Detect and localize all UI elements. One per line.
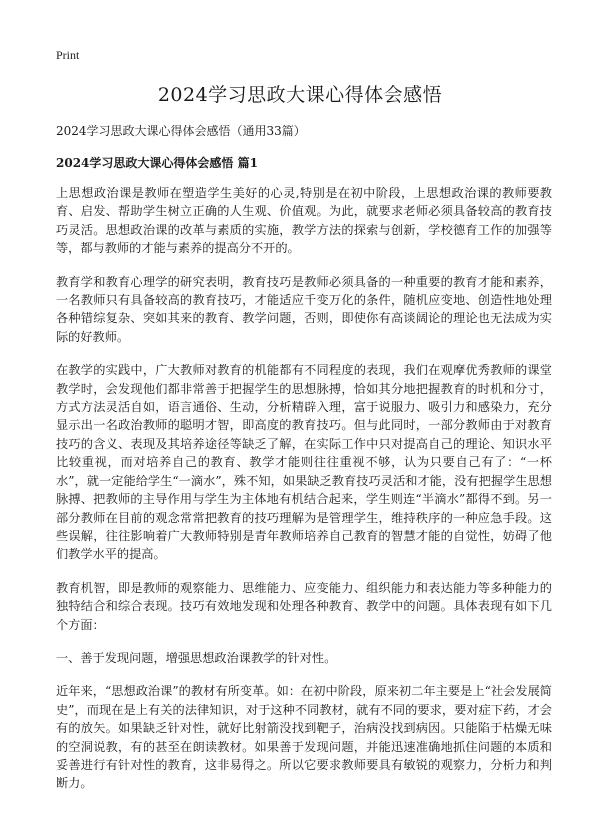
paragraph: 教育学和教育心理学的研究表明，教育技巧是教师必须具备的一种重要的教育才能和素养，一名教师只有具备较高的教育技巧，才能适应千变万化的条件，随机应变地、创造性地处理各种错综复杂、突如其来的教育、教学问题，否则，即使你有高谈阔论的理论也无法成为实际的好教师。 [56,274,552,344]
section-heading: 2024学习思政大课心得体会感悟 篇1 [56,156,258,170]
document-subtitle: 2024学习思政大课心得体会感悟（通用33篇） [56,124,306,138]
paragraph: 在教学的实践中，广大教师对教育的机能都有不同程度的表现，我们在观摩优秀教师的课堂教学时，会发现他们都非常善于把握学生的思想脉搏，恰如其分地把握教育的时机和分寸，方式方法灵活自如，语言通俗、生动，分析精辟入理，富于说服力、吸引力和感染力，充分显示出一名政治教师的聪明才智，即高度的教育技巧。但与此同时，一部分教师由于对教育技巧的含义、表现及其培养途径等缺乏了解，在实际工作中只对提高自己的理论、知识水平比较重视，而对培养自己的教育、教学才能则往往重视不够，认为只要自己有了：“一杯水”，就一定能给学生“一滴水”，殊不知，如果缺乏教育技巧灵活和才能，没有把握学生思想脉搏、把教师的主导作用与学生为主体地有机结合起来，学生则连“半滴水”都得不到。另一部分教师在目前的观念常常把教育的技巧理解为是管理学生，维持秩序的一种应急手段。这些误解，往往影响着广大教师特别是青年教师培养自己教育的智慧才能的自觉性，妨碍了他们教学水平的提高。 [56,363,552,562]
paragraph: 上思想政治课是教师在塑造学生美好的心灵,特别是在初中阶段，上思想政治课的教师要教育、启发、帮助学生树立正确的人生观、价值观。为此，就要求老师必须具备较高的教育技巧灵活。思想政治课的改革与素质的实施，教学方法的探索与创新，学校德育工作的加强等等，都与教师的才能与素养的提高分不开的。 [56,186,552,256]
paragraph: 教育机智，即是教师的观察能力、思维能力、应变能力、组织能力和表达能力等多种能力的独特结合和综合表现。技巧有效地发现和处理各种教育、教学中的问题。具体表现有如下几个方面： [56,580,552,632]
paragraph: 一、善于发现问题，增强思想政治课教学的针对性。 [56,650,337,665]
document-body [56,184,552,808]
paragraph: 近年来，“思想政治课”的教材有所变革。如：在初中阶段，原来初二年主要是上“社会发展简史”，而现在是上有关的法律知识，对于这种不同教材，就有不同的要求，要对症下药，才会有的放矢。如果缺乏针对性，就好比射箭没找到靶子，治病没找到病因。只能陷于枯燥无味的空洞说教，有的甚至在朗读教材。如果善于发现问题，并能迅速准确地抓住问题的本质和妥善进行有针对性的教育，这非易得之。所以它要求教师要具有敏锐的观察力，分析力和判断力。 [56,684,552,791]
document-title: 2024学习思政大课心得体会感悟 [157,84,443,106]
print-link[interactable]: Print [56,48,80,62]
